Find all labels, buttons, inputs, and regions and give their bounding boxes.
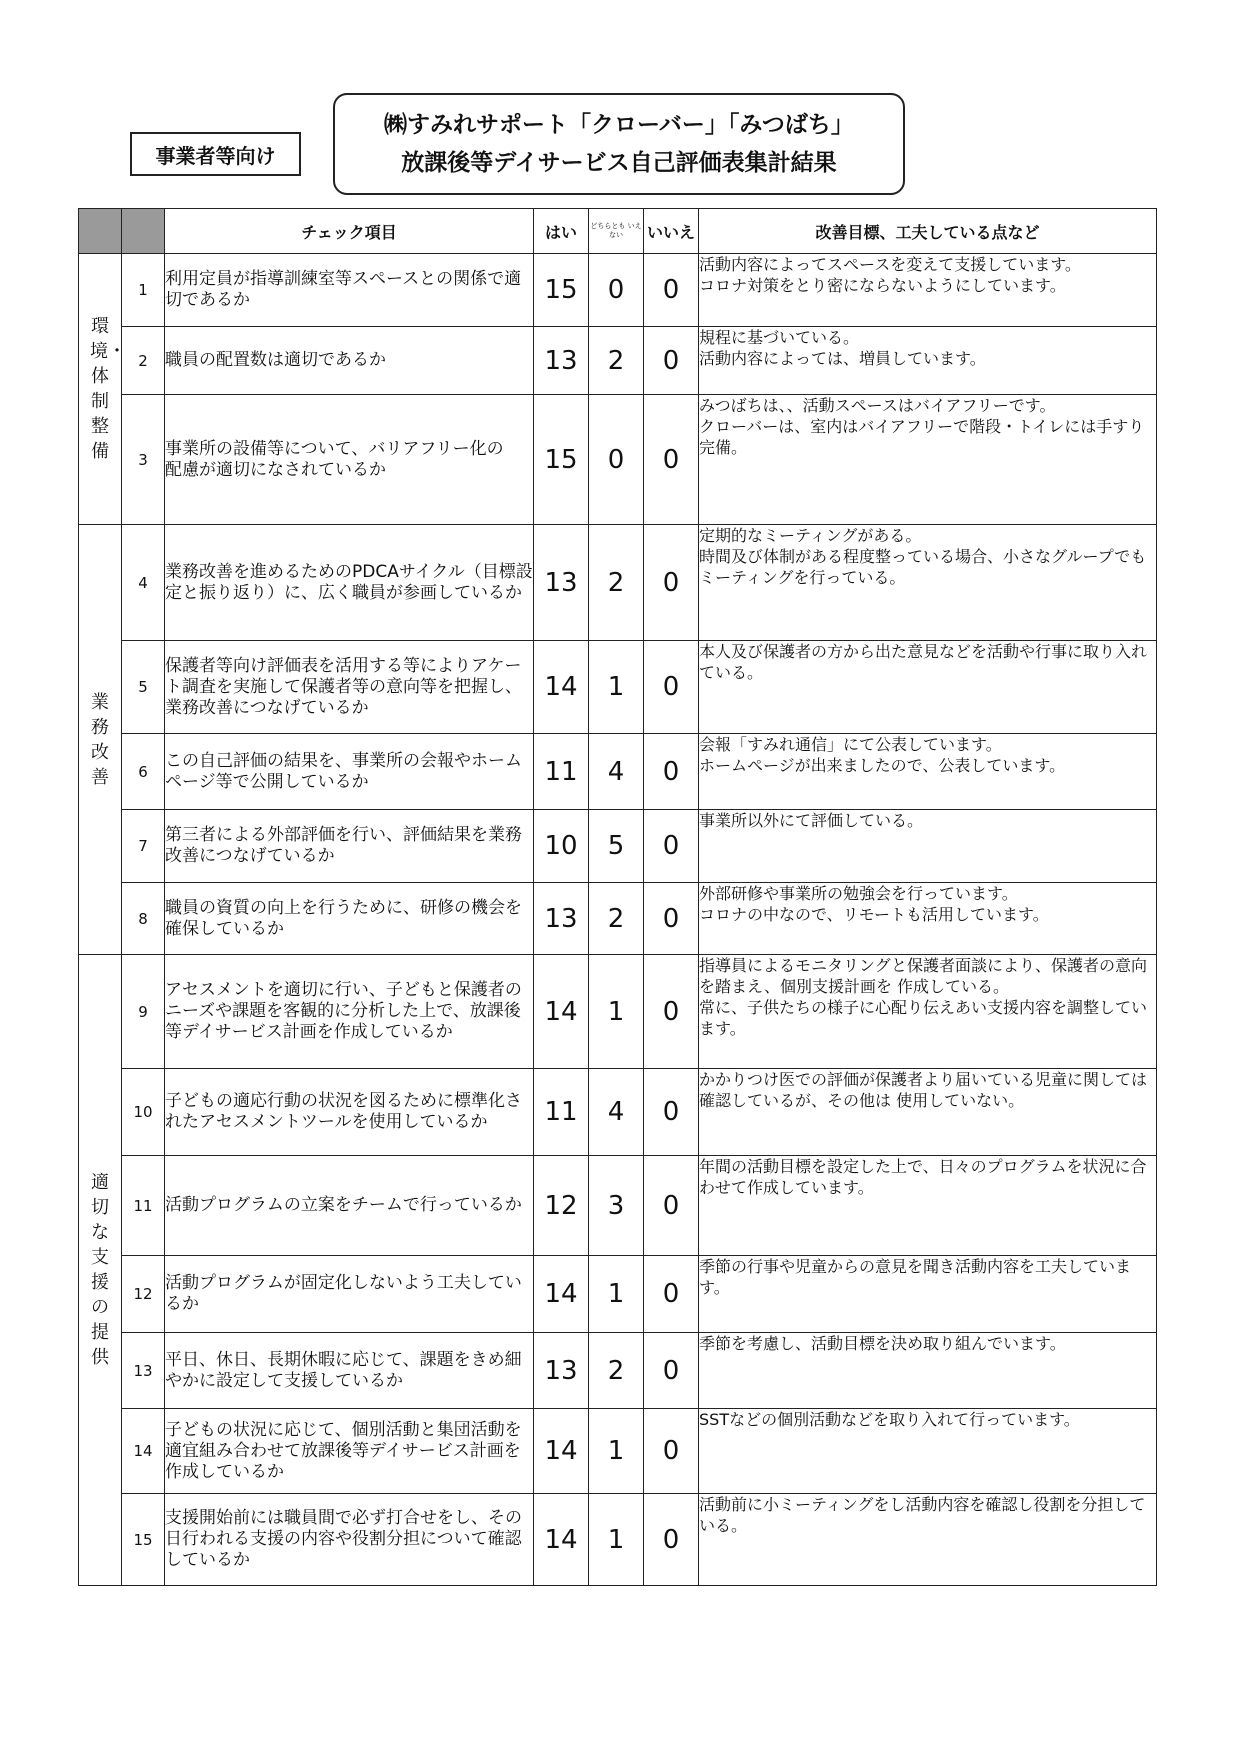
row-number: 4	[122, 525, 165, 641]
yes-count: 13	[534, 525, 589, 641]
title-line2: 放課後等デイサービス自己評価表集計結果	[401, 150, 837, 176]
title-line1: ㈱すみれサポート「クローバー」「みつばち」	[384, 112, 854, 138]
neither-count: 4	[589, 1069, 644, 1156]
check-item: 活動プログラムが固定化しないよう工夫しているか	[165, 1256, 534, 1333]
table-row	[79, 1333, 1157, 1409]
row-number: 8	[122, 883, 165, 955]
neither-count: 1	[589, 1409, 644, 1494]
comment: SSTなどの個別活動などを取り入れて行っています。	[699, 1409, 1157, 1494]
row-number: 1	[122, 254, 165, 327]
neither-count: 2	[589, 525, 644, 641]
comment: 季節の行事や児童からの意見を聞き活動内容を工夫しています。	[699, 1256, 1157, 1333]
table-row	[79, 395, 1157, 525]
table-row	[79, 810, 1157, 883]
comment: 活動前に小ミーティングをし活動内容を確認し役割を分担している。	[699, 1494, 1157, 1586]
neither-count: 1	[589, 1494, 644, 1586]
header-neither: どちらとも いえない	[589, 209, 644, 254]
check-item: 事業所の設備等について、バリアフリー化の 配慮が適切になされているか	[165, 395, 534, 525]
yes-count: 10	[534, 810, 589, 883]
neither-count: 2	[589, 883, 644, 955]
check-item: 支援開始前には職員間で必ず打合せをし、その日行われる支援の内容や役割分担について確認しているか	[165, 1494, 534, 1586]
yes-count: 14	[534, 641, 589, 734]
neither-count: 0	[589, 395, 644, 525]
comment: 定期的なミーティングがある。 時間及び体制がある程度整っている場合、小さなグループでもミーティングを行っている。	[699, 525, 1157, 641]
no-count: 0	[644, 525, 699, 641]
comment: 事業所以外にて評価している。	[699, 810, 1157, 883]
yes-count: 14	[534, 1494, 589, 1586]
check-item: 子どもの適応行動の状況を図るために標準化されたアセスメントツールを使用しているか	[165, 1069, 534, 1156]
no-count: 0	[644, 1069, 699, 1156]
header-check-items: チェック項目	[165, 209, 534, 254]
no-count: 0	[644, 327, 699, 395]
audience-tag: 事業者等向け	[130, 132, 301, 176]
yes-count: 15	[534, 395, 589, 525]
row-number: 15	[122, 1494, 165, 1586]
comment: みつばちは、、活動スペースはバイアフリーです。 クローバーは、室内はバイアフリーで階段・トイレには手すり完備。	[699, 395, 1157, 525]
check-item: 業務改善を進めるためのPDCAサイクル（目標設定と振り返り）に、広く職員が参画しているか	[165, 525, 534, 641]
table-row	[79, 955, 1157, 1069]
neither-count: 2	[589, 327, 644, 395]
comment: 指導員によるモニタリングと保護者面談により、保護者の意向を踏まえ、個別支援計画を 作成している。 常に、子供たちの様子に心配り伝えあい支援内容を調整しています。	[699, 955, 1157, 1069]
check-item: 子どもの状況に応じて、個別活動と集団活動を適宜組み合わせて放課後等デイサービス計画を作成しているか	[165, 1409, 534, 1494]
table-row	[79, 883, 1157, 955]
yes-count: 11	[534, 1069, 589, 1156]
row-number: 14	[122, 1409, 165, 1494]
neither-count: 5	[589, 810, 644, 883]
neither-count: 1	[589, 955, 644, 1069]
no-count: 0	[644, 1494, 699, 1586]
no-count: 0	[644, 810, 699, 883]
row-number: 10	[122, 1069, 165, 1156]
table-row	[79, 1069, 1157, 1156]
comment: かかりつけ医での評価が保護者より届いている児童に関しては確認しているが、その他は 使用していない。	[699, 1069, 1157, 1156]
yes-count: 11	[534, 734, 589, 810]
neither-count: 4	[589, 734, 644, 810]
yes-count: 12	[534, 1156, 589, 1256]
no-count: 0	[644, 1156, 699, 1256]
row-number: 2	[122, 327, 165, 395]
header-number	[122, 209, 165, 254]
header-comment: 改善目標、工夫している点など	[699, 209, 1157, 254]
check-item: アセスメントを適切に行い、子どもと保護者のニーズや課題を客観的に分析した上で、放課後等デイサービス計画を作成しているか	[165, 955, 534, 1069]
table-row	[79, 327, 1157, 395]
no-count: 0	[644, 883, 699, 955]
header-no: いいえ	[644, 209, 699, 254]
check-item: 職員の資質の向上を行うために、研修の機会を確保しているか	[165, 883, 534, 955]
row-number: 3	[122, 395, 165, 525]
table-row	[79, 254, 1157, 327]
check-item: 第三者による外部評価を行い、評価結果を業務改善につなげているか	[165, 810, 534, 883]
no-count: 0	[644, 641, 699, 734]
yes-count: 14	[534, 1409, 589, 1494]
category-environment: 環境・体制整備	[79, 254, 122, 525]
row-number: 11	[122, 1156, 165, 1256]
comment: 本人及び保護者の方から出た意見などを活動や行事に取り入れている。	[699, 641, 1157, 734]
row-number: 12	[122, 1256, 165, 1333]
no-count: 0	[644, 1409, 699, 1494]
neither-count: 3	[589, 1156, 644, 1256]
header-row	[79, 209, 1157, 254]
comment: 年間の活動目標を設定した上で、日々のプログラムを状況に合わせて作成しています。	[699, 1156, 1157, 1256]
check-item: 平日、休日、長期休暇に応じて、課題をきめ細やかに設定して支援しているか	[165, 1333, 534, 1409]
table-row	[79, 1494, 1157, 1586]
header-yes: はい	[534, 209, 589, 254]
table-row	[79, 1256, 1157, 1333]
table-row	[79, 1409, 1157, 1494]
comment: 会報「すみれ通信」にて公表しています。 ホームページが出来ましたので、公表しています。	[699, 734, 1157, 810]
yes-count: 14	[534, 1256, 589, 1333]
table-row	[79, 734, 1157, 810]
row-number: 5	[122, 641, 165, 734]
yes-count: 13	[534, 883, 589, 955]
yes-count: 14	[534, 955, 589, 1069]
comment: 季節を考慮し、活動目標を決め取り組んでいます。	[699, 1333, 1157, 1409]
yes-count: 13	[534, 1333, 589, 1409]
check-item: 利用定員が指導訓練室等スペースとの関係で適切であるか	[165, 254, 534, 327]
row-number: 7	[122, 810, 165, 883]
table-row	[79, 525, 1157, 641]
table-row	[79, 641, 1157, 734]
no-count: 0	[644, 1256, 699, 1333]
check-item: この自己評価の結果を、事業所の会報やホームページ等で公開しているか	[165, 734, 534, 810]
comment: 活動内容によってスペースを変えて支援しています。 コロナ対策をとり密にならないようにしています。	[699, 254, 1157, 327]
no-count: 0	[644, 955, 699, 1069]
row-number: 9	[122, 955, 165, 1069]
check-item: 保護者等向け評価表を活用する等によりアケート調査を実施して保護者等の意向等を把握し、業務改善につなげているか	[165, 641, 534, 734]
neither-count: 1	[589, 1256, 644, 1333]
check-item: 活動プログラムの立案をチームで行っているか	[165, 1156, 534, 1256]
row-number: 13	[122, 1333, 165, 1409]
neither-count: 1	[589, 641, 644, 734]
yes-count: 13	[534, 327, 589, 395]
no-count: 0	[644, 1333, 699, 1409]
check-item: 職員の配置数は適切であるか	[165, 327, 534, 395]
row-number: 6	[122, 734, 165, 810]
neither-count: 2	[589, 1333, 644, 1409]
category-support-provision: 適切な支援の提供	[79, 955, 122, 1586]
table-row	[79, 1156, 1157, 1256]
neither-count: 0	[589, 254, 644, 327]
no-count: 0	[644, 395, 699, 525]
yes-count: 15	[534, 254, 589, 327]
header-category	[79, 209, 122, 254]
evaluation-table	[78, 208, 1157, 1586]
comment: 外部研修や事業所の勉強会を行っています。 コロナの中なので、リモートも活用しています。	[699, 883, 1157, 955]
comment: 規程に基づいている。 活動内容によっては、増員しています。	[699, 327, 1157, 395]
category-business-improvement: 業務改善	[79, 525, 122, 955]
no-count: 0	[644, 254, 699, 327]
no-count: 0	[644, 734, 699, 810]
title-box	[333, 93, 905, 195]
